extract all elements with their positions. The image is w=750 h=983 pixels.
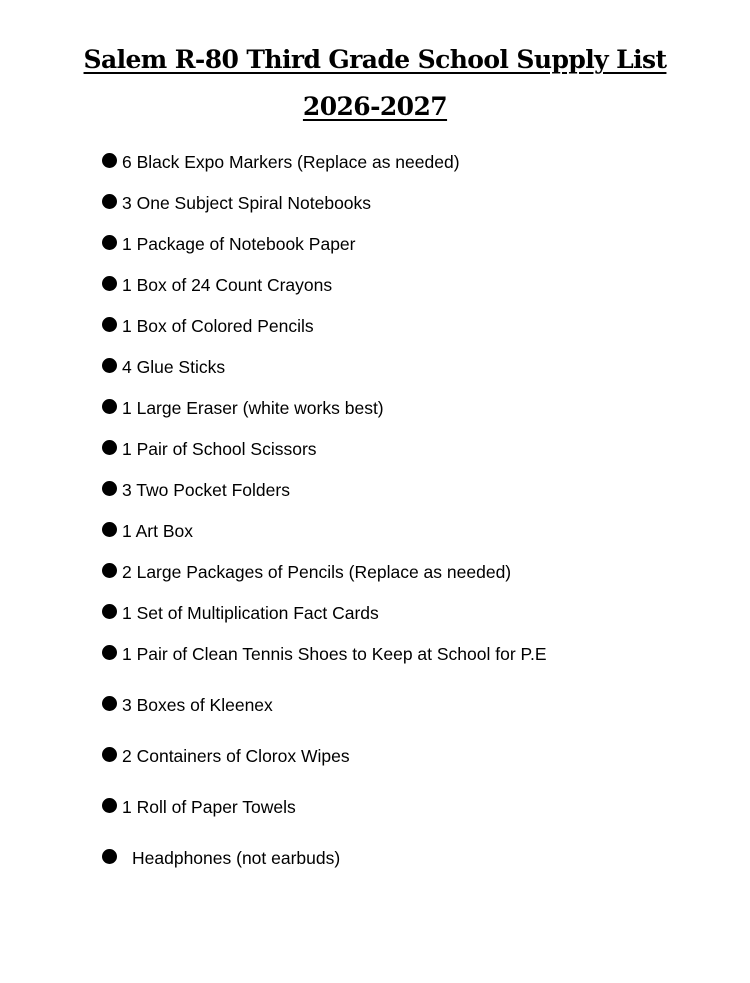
list-item [102,561,662,585]
list-item [102,520,662,544]
list-item-text: Headphones (not earbuds) [132,848,341,868]
list-item [102,356,662,380]
list-item [102,643,662,667]
list-item-text: 1 Roll of Paper Towels [122,797,296,817]
bullet-icon [102,153,117,168]
list-item [102,233,662,257]
bullet-icon [102,696,117,711]
document-title: Salem R-80 Third Grade School Supply List [83,45,667,74]
list-item-text: 3 One Subject Spiral Notebooks [122,193,372,213]
list-item [102,479,662,503]
list-item-text: 6 Black Expo Markers (Replace as needed) [122,152,460,172]
school-year-heading: 2026-2027 [302,92,448,121]
list-item [102,315,662,339]
bullet-icon [102,399,117,414]
list-item-text: 1 Art Box [122,521,194,541]
list-item [102,438,662,462]
list-item [102,192,662,216]
list-item-text: 1 Box of Colored Pencils [122,316,314,336]
list-item-text: 2 Containers of Clorox Wipes [122,746,350,766]
list-item-text: 3 Boxes of Kleenex [122,695,273,715]
list-item [102,796,662,820]
bullet-icon [102,747,117,762]
bullet-icon [102,522,117,537]
bullet-icon [102,317,117,332]
list-item-text: 1 Pair of Clean Tennis Shoes to Keep at School for P.E [122,644,547,664]
list-item-text: 1 Package of Notebook Paper [122,234,356,254]
list-item [102,745,662,769]
bullet-icon [102,798,117,813]
bullet-icon [102,194,117,209]
bullet-icon [102,276,117,291]
list-item [102,397,662,421]
list-item-text: 3 Two Pocket Folders [122,480,290,500]
bullet-icon [102,604,117,619]
list-item [102,274,662,298]
list-item [102,602,662,626]
bullet-icon [102,849,117,864]
bullet-icon [102,358,117,373]
list-item-text: 4 Glue Sticks [122,357,226,377]
bullet-icon [102,563,117,578]
bullet-icon [102,645,117,660]
list-item-text: 1 Pair of School Scissors [122,439,317,459]
bullet-icon [102,235,117,250]
list-item-text: 1 Set of Multiplication Fact Cards [122,603,379,623]
list-item [102,151,662,175]
list-item-text: 1 Box of 24 Count Crayons [122,275,333,295]
bullet-icon [102,440,117,455]
list-item-text: 1 Large Eraser (white works best) [122,398,384,418]
list-item [102,847,662,871]
list-item [102,694,662,718]
bullet-icon [102,481,117,496]
list-item-text: 2 Large Packages of Pencils (Replace as needed) [122,562,512,582]
